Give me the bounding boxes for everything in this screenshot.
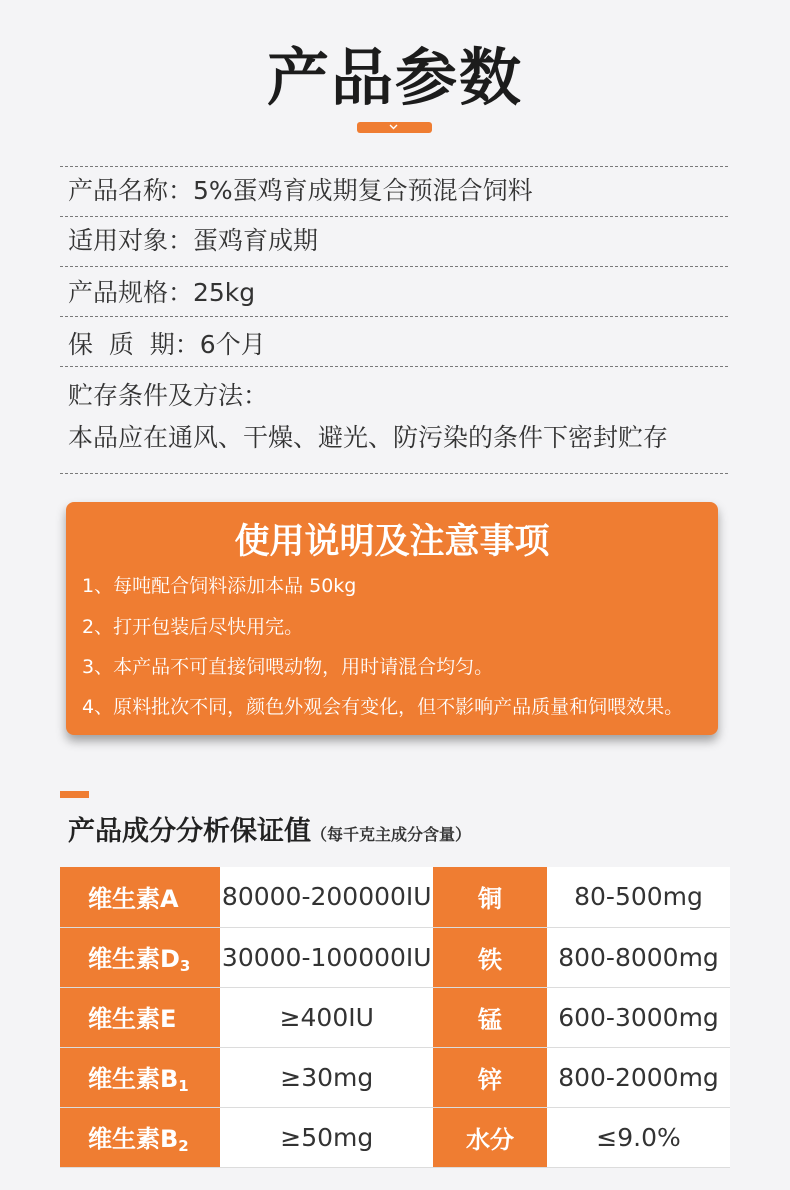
mineral-value: ≤9.0%	[547, 1107, 730, 1167]
table-row	[60, 1047, 730, 1107]
section-title	[68, 812, 471, 855]
page-title: 产品参数	[266, 41, 523, 114]
notice-item: 4、原料批次不同，颜色外观会有变化，但不影响产品质量和饲喂效果。	[82, 696, 684, 718]
vitamin-name-cell	[60, 987, 220, 1047]
usage-notice-panel	[66, 502, 718, 735]
table-row	[60, 927, 730, 987]
chevron-down-icon	[389, 124, 398, 130]
vitamin-name-cell	[60, 1107, 220, 1167]
ingredient-table	[60, 867, 730, 1168]
mineral-value: 80-500mg	[547, 867, 730, 927]
vitamin-name: 维生素E	[88, 1005, 177, 1033]
mineral-name: 锰	[433, 987, 547, 1047]
param-target: 适用对象：蛋鸡育成期	[68, 226, 319, 255]
mineral-name: 水分	[433, 1107, 547, 1167]
divider	[60, 316, 728, 317]
mineral-value: 800-2000mg	[547, 1047, 730, 1107]
vitamin-name: 维生素B	[88, 1065, 179, 1093]
storage-label: 贮存条件及方法：	[68, 381, 269, 410]
vitamin-subscript: 2	[178, 1137, 189, 1155]
divider	[60, 473, 728, 474]
vitamin-value: 80000-200000IU	[220, 867, 433, 927]
vitamin-value: ≥400IU	[220, 987, 433, 1047]
analysis-subtitle: （每千克主成分含量）	[311, 825, 472, 844]
vitamin-name-cell	[60, 927, 220, 987]
vitamin-value: 30000-100000IU	[220, 927, 433, 987]
vitamin-name: 维生素D	[88, 945, 180, 973]
divider	[60, 366, 728, 367]
divider	[60, 216, 728, 217]
vitamin-value: ≥50mg	[220, 1107, 433, 1167]
vitamin-name-cell	[60, 867, 220, 927]
mineral-name: 铁	[433, 927, 547, 987]
section-accent-bar	[60, 791, 89, 798]
vitamin-name: 维生素A	[88, 884, 179, 913]
notice-item: 3、本产品不可直接饲喂动物，用时请混合均匀。	[82, 656, 494, 678]
divider	[60, 266, 728, 267]
mineral-name: 锌	[433, 1047, 547, 1107]
vitamin-name: 维生素B	[88, 1125, 179, 1153]
table-row	[60, 867, 730, 927]
vitamin-subscript: 1	[178, 1077, 189, 1095]
param-product-name: 产品名称：5%蛋鸡育成期复合预混合饲料	[68, 176, 533, 205]
vitamin-subscript: 3	[179, 957, 191, 975]
notice-item: 2、打开包装后尽快用完。	[82, 616, 304, 638]
analysis-title: 产品成分分析保证值	[68, 816, 311, 847]
mineral-name: 铜	[433, 867, 547, 927]
table-row	[60, 987, 730, 1047]
notice-title: 使用说明及注意事项	[234, 522, 550, 562]
notice-item: 1、每吨配合饲料添加本品 50kg	[82, 575, 357, 597]
storage-text: 本品应在通风、干燥、避光、防污染的条件下密封贮存	[68, 423, 669, 452]
table-row	[60, 1107, 730, 1167]
divider	[60, 166, 728, 167]
mineral-value: 600-3000mg	[547, 987, 730, 1047]
param-spec: 产品规格：25kg	[68, 278, 256, 307]
param-shelf-life: 保 质 期：6个月	[68, 330, 266, 359]
vitamin-value: ≥30mg	[220, 1047, 433, 1107]
mineral-value: 800-8000mg	[547, 927, 730, 987]
vitamin-name-cell	[60, 1047, 220, 1107]
